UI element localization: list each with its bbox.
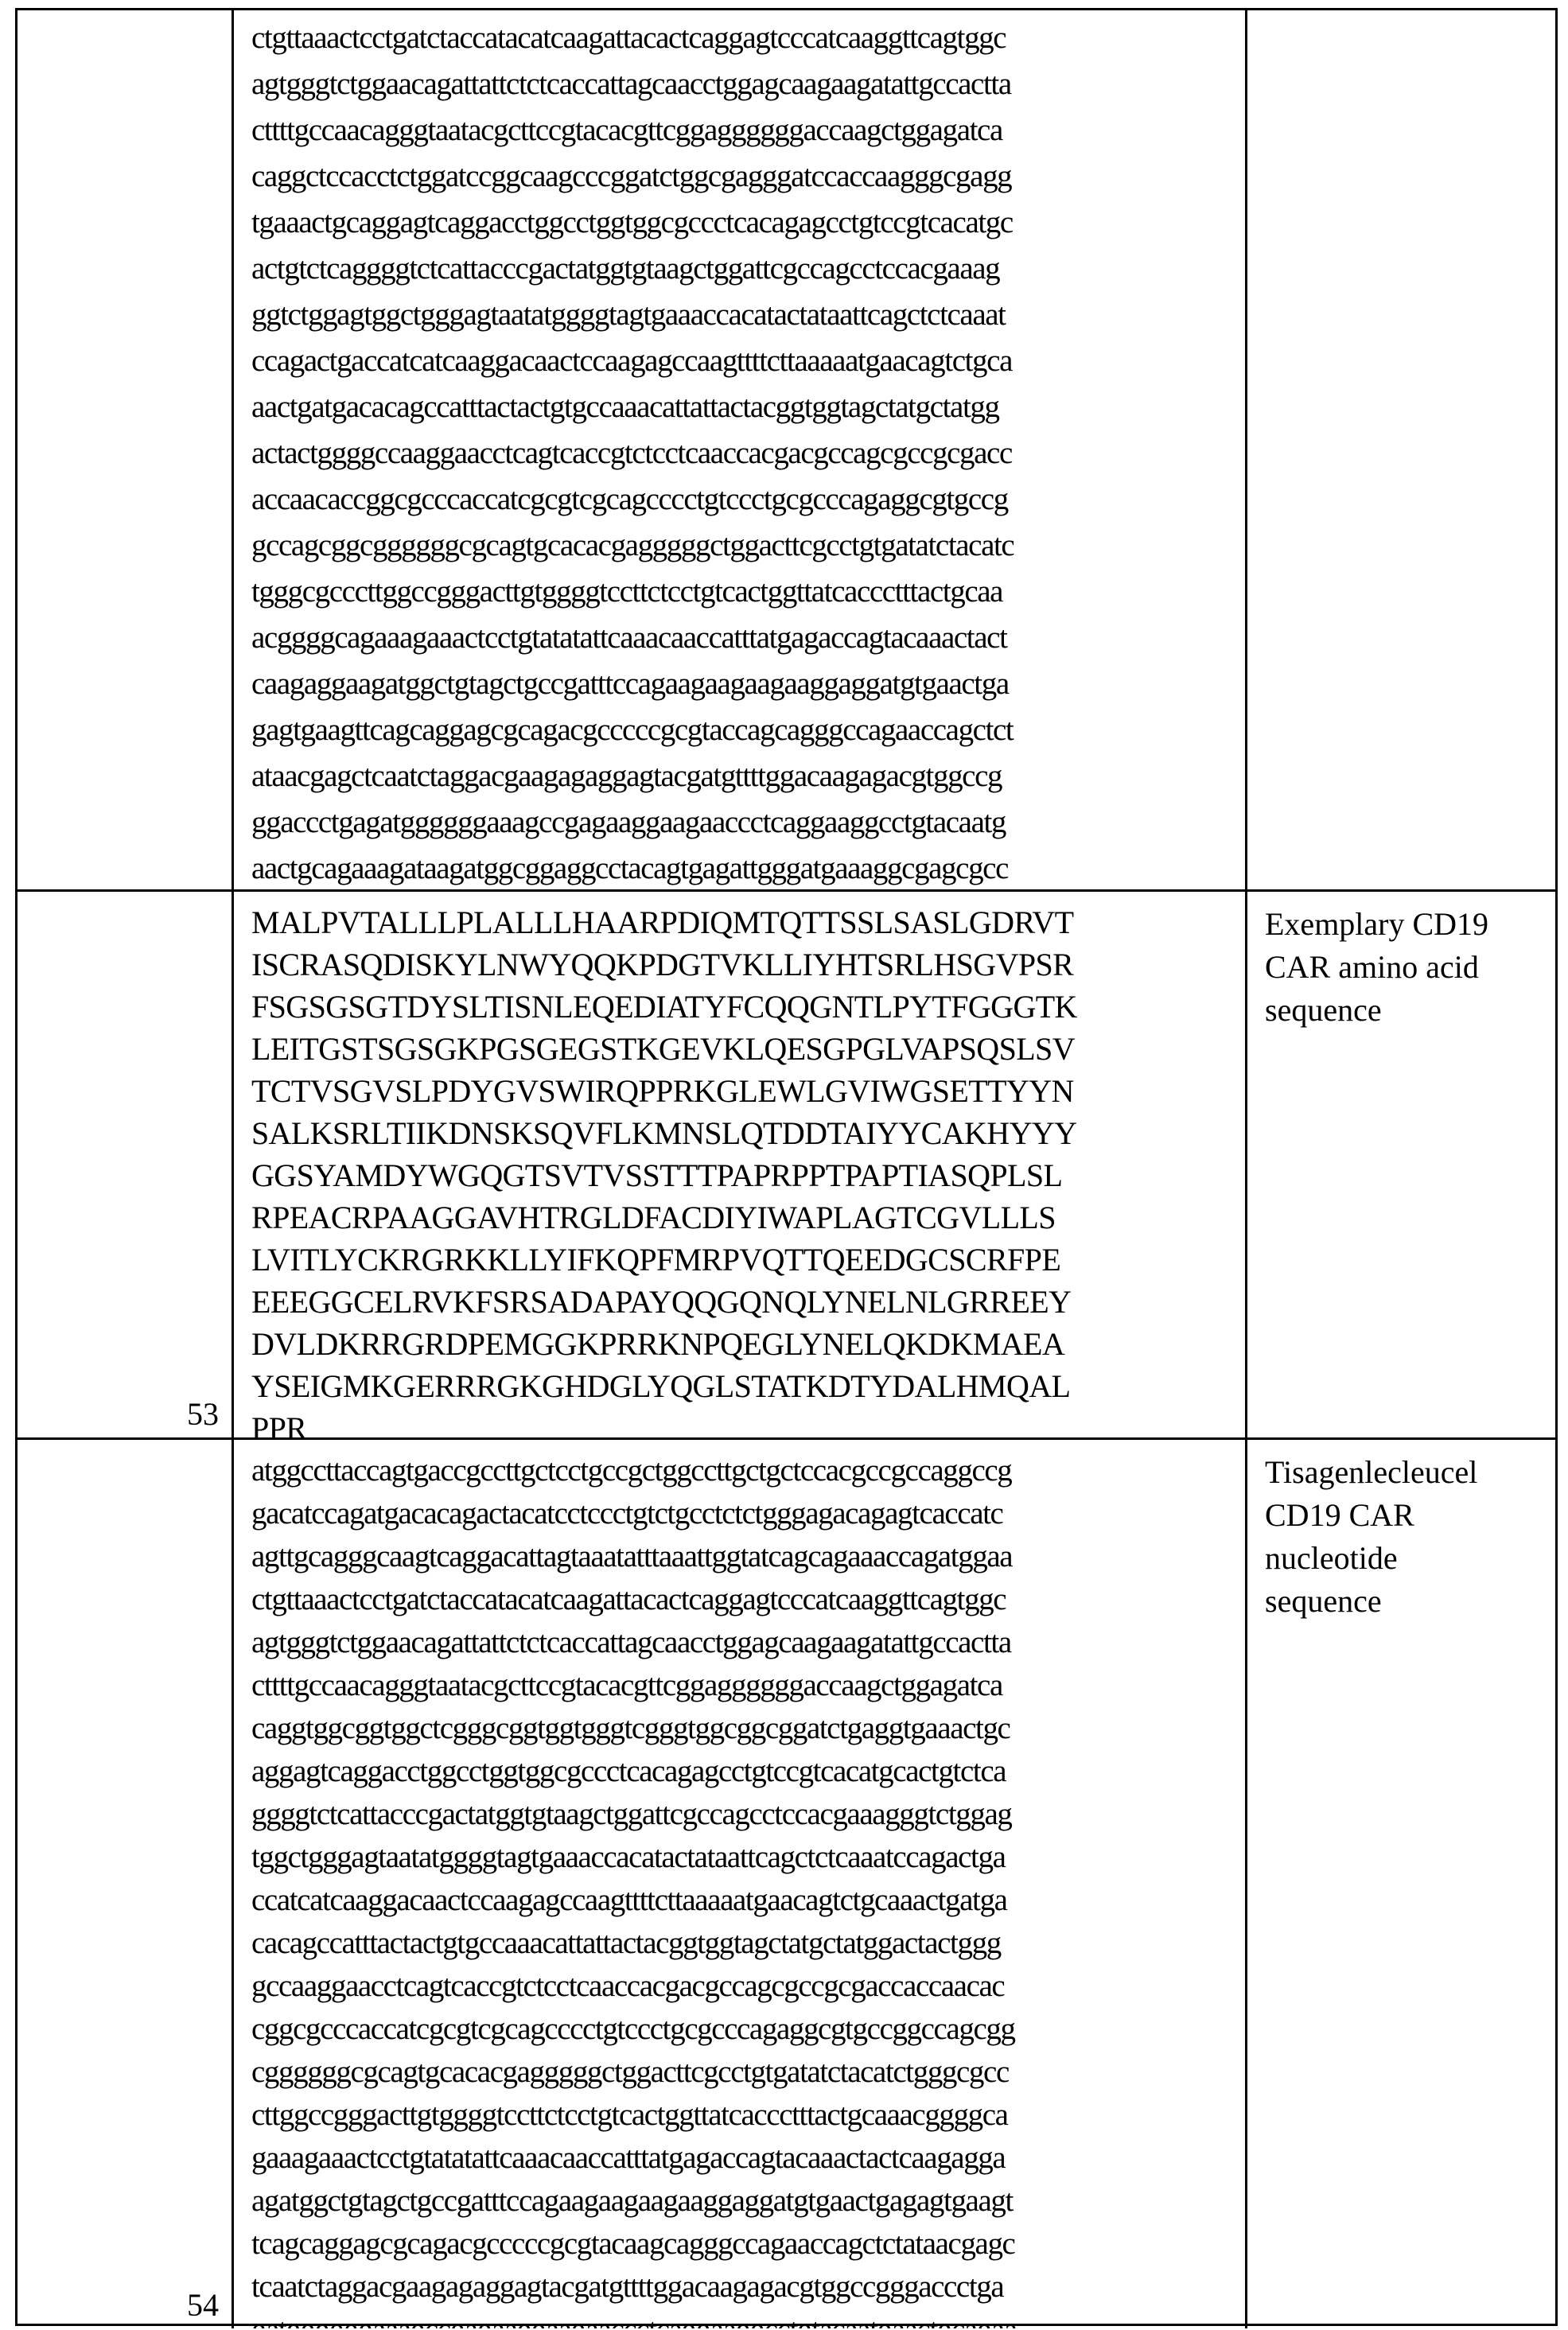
sequence-line: MALPVTALLLPLALLLHAARPDIQMTQTTSSLSASLGDRVT xyxy=(251,901,1245,943)
sequence-cell xyxy=(234,892,1247,1437)
sequence-line: cggcgcccaccatcgcgtcgcagcccctgtccctgcgcccagaggcgtgccggccagcgg xyxy=(251,2008,1245,2051)
sequence-line: ggtctggagtggctgggagtaatatggggtagtgaaaccacatactataattcagctctcaaat xyxy=(251,292,1245,338)
sequence-line: gccaaggaacctcagtcaccgtctcctcaaccacgacgccagcgccgcgaccaccaacac xyxy=(251,1965,1245,2008)
sequence-line: actactggggccaaggaacctcagtcaccgtctcctcaaccacgacgccagcgccgcgacc xyxy=(251,430,1245,477)
sequence-line: tcagcaggagcgcagacgcccccgcgtacaagcagggccagaaccagctctataacgagc xyxy=(251,2223,1245,2266)
sequence-line: gagtgaagttcagcaggagcgcagacgcccccgcgtaccagcagggccagaaccagctct xyxy=(251,707,1245,753)
sequence-line: FSGSGSGTDYSLTISNLEQEDIATYFCQQGNTLPYTFGGGTK xyxy=(251,986,1245,1028)
sequence-line: caggtggcggtggctcgggcggtggtgggtcgggtggcggcggatctgaggtgaaactgc xyxy=(251,1707,1245,1750)
description-line: CAR amino acid xyxy=(1265,946,1555,989)
sequence-line xyxy=(251,2309,1245,2328)
table-row xyxy=(18,892,1555,1440)
description-cell xyxy=(1247,892,1555,1437)
description-cell xyxy=(1247,10,1555,889)
sequence-line: gccagcggcggggggcgcagtgcacacgagggggctggacttcgcctgtgatatctacatc xyxy=(251,523,1245,569)
sequence-line: aggagtcaggacctggcctggtggcgccctcacagagcctgtccgtcacatgcactgtctca xyxy=(251,1750,1245,1793)
sequence-cell xyxy=(234,1440,1247,2328)
sequence-line: ctgttaaactcctgatctaccatacatcaagattacactcaggagtcccatcaaggttcagtggc xyxy=(251,1578,1245,1621)
description-cell xyxy=(1247,1440,1555,2328)
description-line: nucleotide xyxy=(1265,1537,1555,1580)
sequence-line: acggggcagaaagaaactcctgtatatattcaaacaaccatttatgagaccagtacaaactact xyxy=(251,615,1245,661)
description-line: sequence xyxy=(1265,989,1555,1032)
sequence-line: LEITGSTSGSGKPGSGEGSTKGEVKLQESGPGLVAPSQSLSV xyxy=(251,1028,1245,1070)
sequence-line: ccagactgaccatcatcaaggacaactccaagagccaagttttcttaaaaatgaacagtctgca xyxy=(251,338,1245,384)
seq-id-cell xyxy=(18,1440,234,2328)
sequence-line: agtgggtctggaacagattattctctcaccattagcaacctggagcaagaagatattgccactta xyxy=(251,1621,1245,1664)
sequence-line: cttggccgggacttgtggggtccttctcctgtcactggttatcaccctttactgcaaacggggca xyxy=(251,2094,1245,2137)
sequence-line: gacatccagatgacacagactacatcctccctgtctgcctctctgggagacagagtcaccatc xyxy=(251,1492,1245,1535)
sequence-line: aactgcagaaagataagatggcggaggcctacagtgagattgggatgaaaggcgagcgcc xyxy=(251,846,1245,889)
sequence-line: ataacgagctcaatctaggacgaagagaggagtacgatgttttggacaagagacgtggccg xyxy=(251,753,1245,799)
sequence-line: agatggctgtagctgccgatttccagaagaagaagaaggaggatgtgaactgagagtgaagt xyxy=(251,2180,1245,2223)
description-line: sequence xyxy=(1265,1580,1555,1623)
sequence-line: ccatcatcaaggacaactccaagagccaagttttcttaaaaatgaacagtctgcaaactgatga xyxy=(251,1879,1245,1922)
sequence-line: tggctgggagtaatatggggtagtgaaaccacatactataattcagctctcaaatccagactga xyxy=(251,1836,1245,1879)
sequence-line: tgggcgcccttggccgggacttgtggggtccttctcctgtcactggttatcaccctttactgcaa xyxy=(251,569,1245,615)
sequence-line: gaaagaaactcctgtatatattcaaacaaccatttatgagaccagtacaaactactcaagagga xyxy=(251,2137,1245,2180)
sequence-line: ctgttaaactcctgatctaccatacatcaagattacactcaggagtcccatcaaggttcagtggc xyxy=(251,15,1245,61)
sequence-line: actgtctcaggggtctcattacccgactatggtgtaagctggattcgccagcctccacgaaag xyxy=(251,246,1245,292)
sequence-table xyxy=(15,8,1558,2326)
sequence-line: cttttgccaacagggtaatacgcttccgtacacgttcggaggggggaccaagctggagatca xyxy=(251,107,1245,154)
sequence-line: agttgcagggcaagtcaggacattagtaaatatttaaattggtatcagcagaaaccagatggaa xyxy=(251,1535,1245,1578)
sequence-line: DVLDKRRGRDPEMGGKPRRKNPQEGLYNELQKDKMAEA xyxy=(251,1323,1245,1365)
sequence-line: atggccttaccagtgaccgccttgctcctgccgctggccttgctgctccacgccgccaggccg xyxy=(251,1449,1245,1492)
description-line: CD19 CAR xyxy=(1265,1494,1555,1537)
sequence-line: YSEIGMKGERRRGKGHDGLYQGLSTATKDTYDALHMQAL xyxy=(251,1365,1245,1407)
sequence-line: caggctccacctctggatccggcaagcccggatctggcgagggatccaccaagggcgagg xyxy=(251,154,1245,200)
sequence-cell xyxy=(234,10,1247,889)
sequence-line: tgaaactgcaggagtcaggacctggcctggtggcgccctcacagagcctgtccgtcacatgc xyxy=(251,200,1245,246)
seq-id-number: 53 xyxy=(187,1395,219,1433)
sequence-line: PPR xyxy=(251,1407,1245,1437)
seq-id-number: 54 xyxy=(187,2286,219,2324)
sequence-line: accaacaccggcgcccaccatcgcgtcgcagcccctgtccctgcgcccagaggcgtgccg xyxy=(251,477,1245,523)
sequence-line: RPEACRPAAGGAVHTRGLDFACDIYIWAPLAGTCGVLLLS xyxy=(251,1196,1245,1239)
sequence-line: agtgggtctggaacagattattctctcaccattagcaacctggagcaagaagatattgccactta xyxy=(251,61,1245,107)
sequence-line: aactgatgacacagccatttactactgtgccaaacattattactacggtggtagctatgctatgg xyxy=(251,384,1245,430)
sequence-line: cttttgccaacagggtaatacgcttccgtacacgttcggaggggggaccaagctggagatca xyxy=(251,1664,1245,1707)
seq-id-cell xyxy=(18,892,234,1437)
sequence-line: cggggggcgcagtgcacacgagggggctggacttcgcctgtgatatctacatctgggcgcc xyxy=(251,2051,1245,2094)
sequence-line: LVITLYCKRGRKKLLYIFKQPFMRPVQTTQEEDGCSCRFPE xyxy=(251,1239,1245,1281)
sequence-line: GGSYAMDYWGQGTSVTVSSTTTPAPRPPTPAPTIASQPLSL xyxy=(251,1154,1245,1196)
table-row xyxy=(18,1440,1555,2328)
seq-id-cell xyxy=(18,10,234,889)
sequence-line: ggaccctgagatggggggaaagccgagaaggaagaaccctcaggaaggcctgtacaatg xyxy=(251,799,1245,846)
sequence-line: TCTVSGVSLPDYGVSWIRQPPRKGLEWLGVIWGSETTYYN xyxy=(251,1070,1245,1112)
sequence-line: tcaatctaggacgaagagaggagtacgatgttttggacaagagacgtggccgggaccctga xyxy=(251,2266,1245,2309)
description-line: Tisagenlecleucel xyxy=(1265,1451,1555,1494)
sequence-line: caagaggaagatggctgtagctgccgatttccagaagaagaagaaggaggatgtgaactga xyxy=(251,661,1245,707)
sequence-line: ISCRASQDISKYLNWYQQKPDGTVKLLIYHTSRLHSGVPSR xyxy=(251,943,1245,986)
sequence-line: ggggtctcattacccgactatggtgtaagctggattcgccagcctccacgaaagggtctggag xyxy=(251,1793,1245,1836)
table-row xyxy=(18,10,1555,892)
sequence-line: cacagccatttactactgtgccaaacattattactacggtggtagctatgctatggactactggg xyxy=(251,1922,1245,1965)
sequence-line: EEEGGCELRVKFSRSADAPAYQQGQNQLYNELNLGRREEY xyxy=(251,1281,1245,1323)
sequence-line: SALKSRLTIIKDNSKSQVFLKMNSLQTDDTAIYYCAKHYYY xyxy=(251,1112,1245,1154)
description-line: Exemplary CD19 xyxy=(1265,903,1555,946)
